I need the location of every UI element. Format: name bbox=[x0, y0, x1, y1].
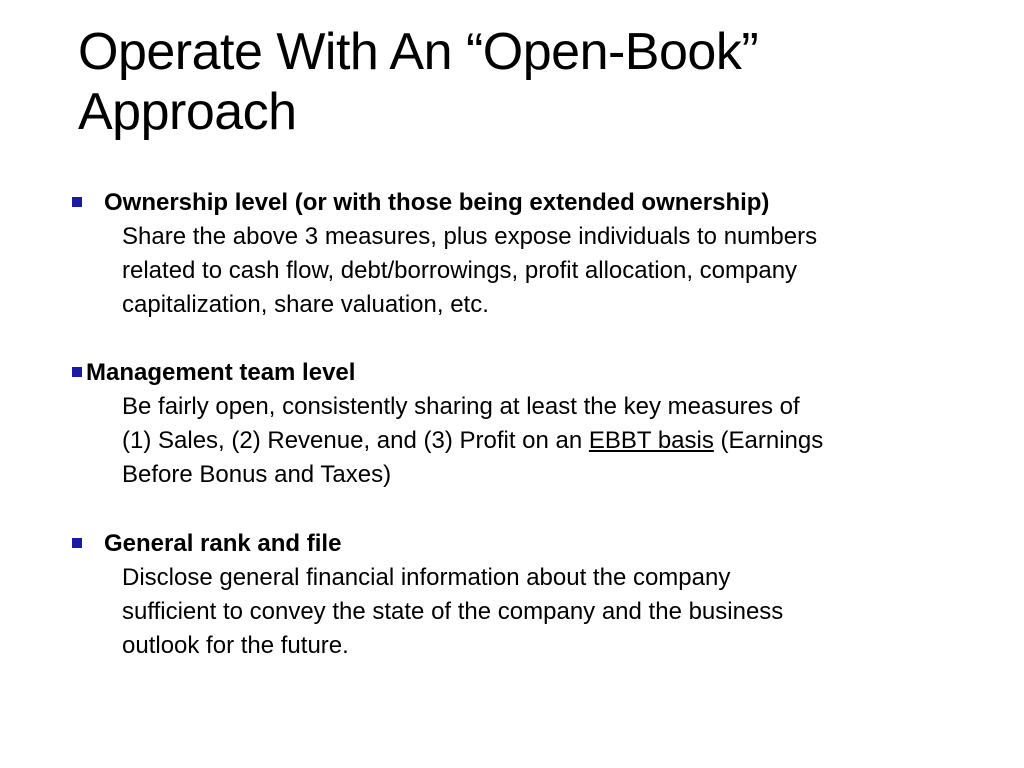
body-line: sufficient to convey the state of the company and the business bbox=[122, 598, 784, 625]
bullet-heading bbox=[72, 356, 972, 390]
bullet-ownership-level bbox=[72, 186, 972, 322]
bullet-heading bbox=[72, 527, 972, 561]
bullet-body bbox=[122, 220, 972, 322]
square-bullet-icon bbox=[72, 367, 82, 377]
bullet-general-rank-and-file bbox=[72, 527, 972, 663]
slide-title bbox=[78, 22, 978, 142]
bullet-body bbox=[122, 561, 972, 663]
title-line-2: Approach bbox=[78, 83, 297, 141]
bullet-heading-text: Ownership level (or with those being extended ownership) bbox=[104, 189, 770, 216]
square-bullet-icon bbox=[72, 197, 82, 207]
body-line: Before Bonus and Taxes) bbox=[122, 461, 392, 488]
bullet-heading bbox=[72, 186, 972, 220]
bullet-heading-text: Management team level bbox=[86, 359, 356, 386]
body-line: outlook for the future. bbox=[122, 632, 349, 659]
body-line: Disclose general financial information about the company bbox=[122, 564, 731, 591]
body-line: related to cash flow, debt/borrowings, profit allocation, company bbox=[122, 257, 798, 284]
ebbt-basis-link[interactable]: EBBT basis bbox=[588, 427, 714, 454]
body-line: Share the above 3 measures, plus expose individuals to numbers bbox=[122, 223, 818, 250]
body-text: (Earnings bbox=[713, 427, 824, 454]
body-line: capitalization, share valuation, etc. bbox=[122, 291, 489, 318]
body-line: Be fairly open, consistently sharing at least the key measures of bbox=[122, 393, 800, 420]
bullet-heading-text: General rank and file bbox=[104, 530, 342, 557]
body-line bbox=[122, 424, 972, 458]
square-bullet-icon bbox=[72, 538, 82, 548]
bullet-management-team-level bbox=[72, 356, 972, 492]
body-text: (1) Sales, (2) Revenue, and (3) Profit on an bbox=[122, 427, 589, 454]
bullet-body bbox=[122, 390, 972, 492]
title-line-1: Operate With An “Open-Book” bbox=[78, 23, 759, 81]
